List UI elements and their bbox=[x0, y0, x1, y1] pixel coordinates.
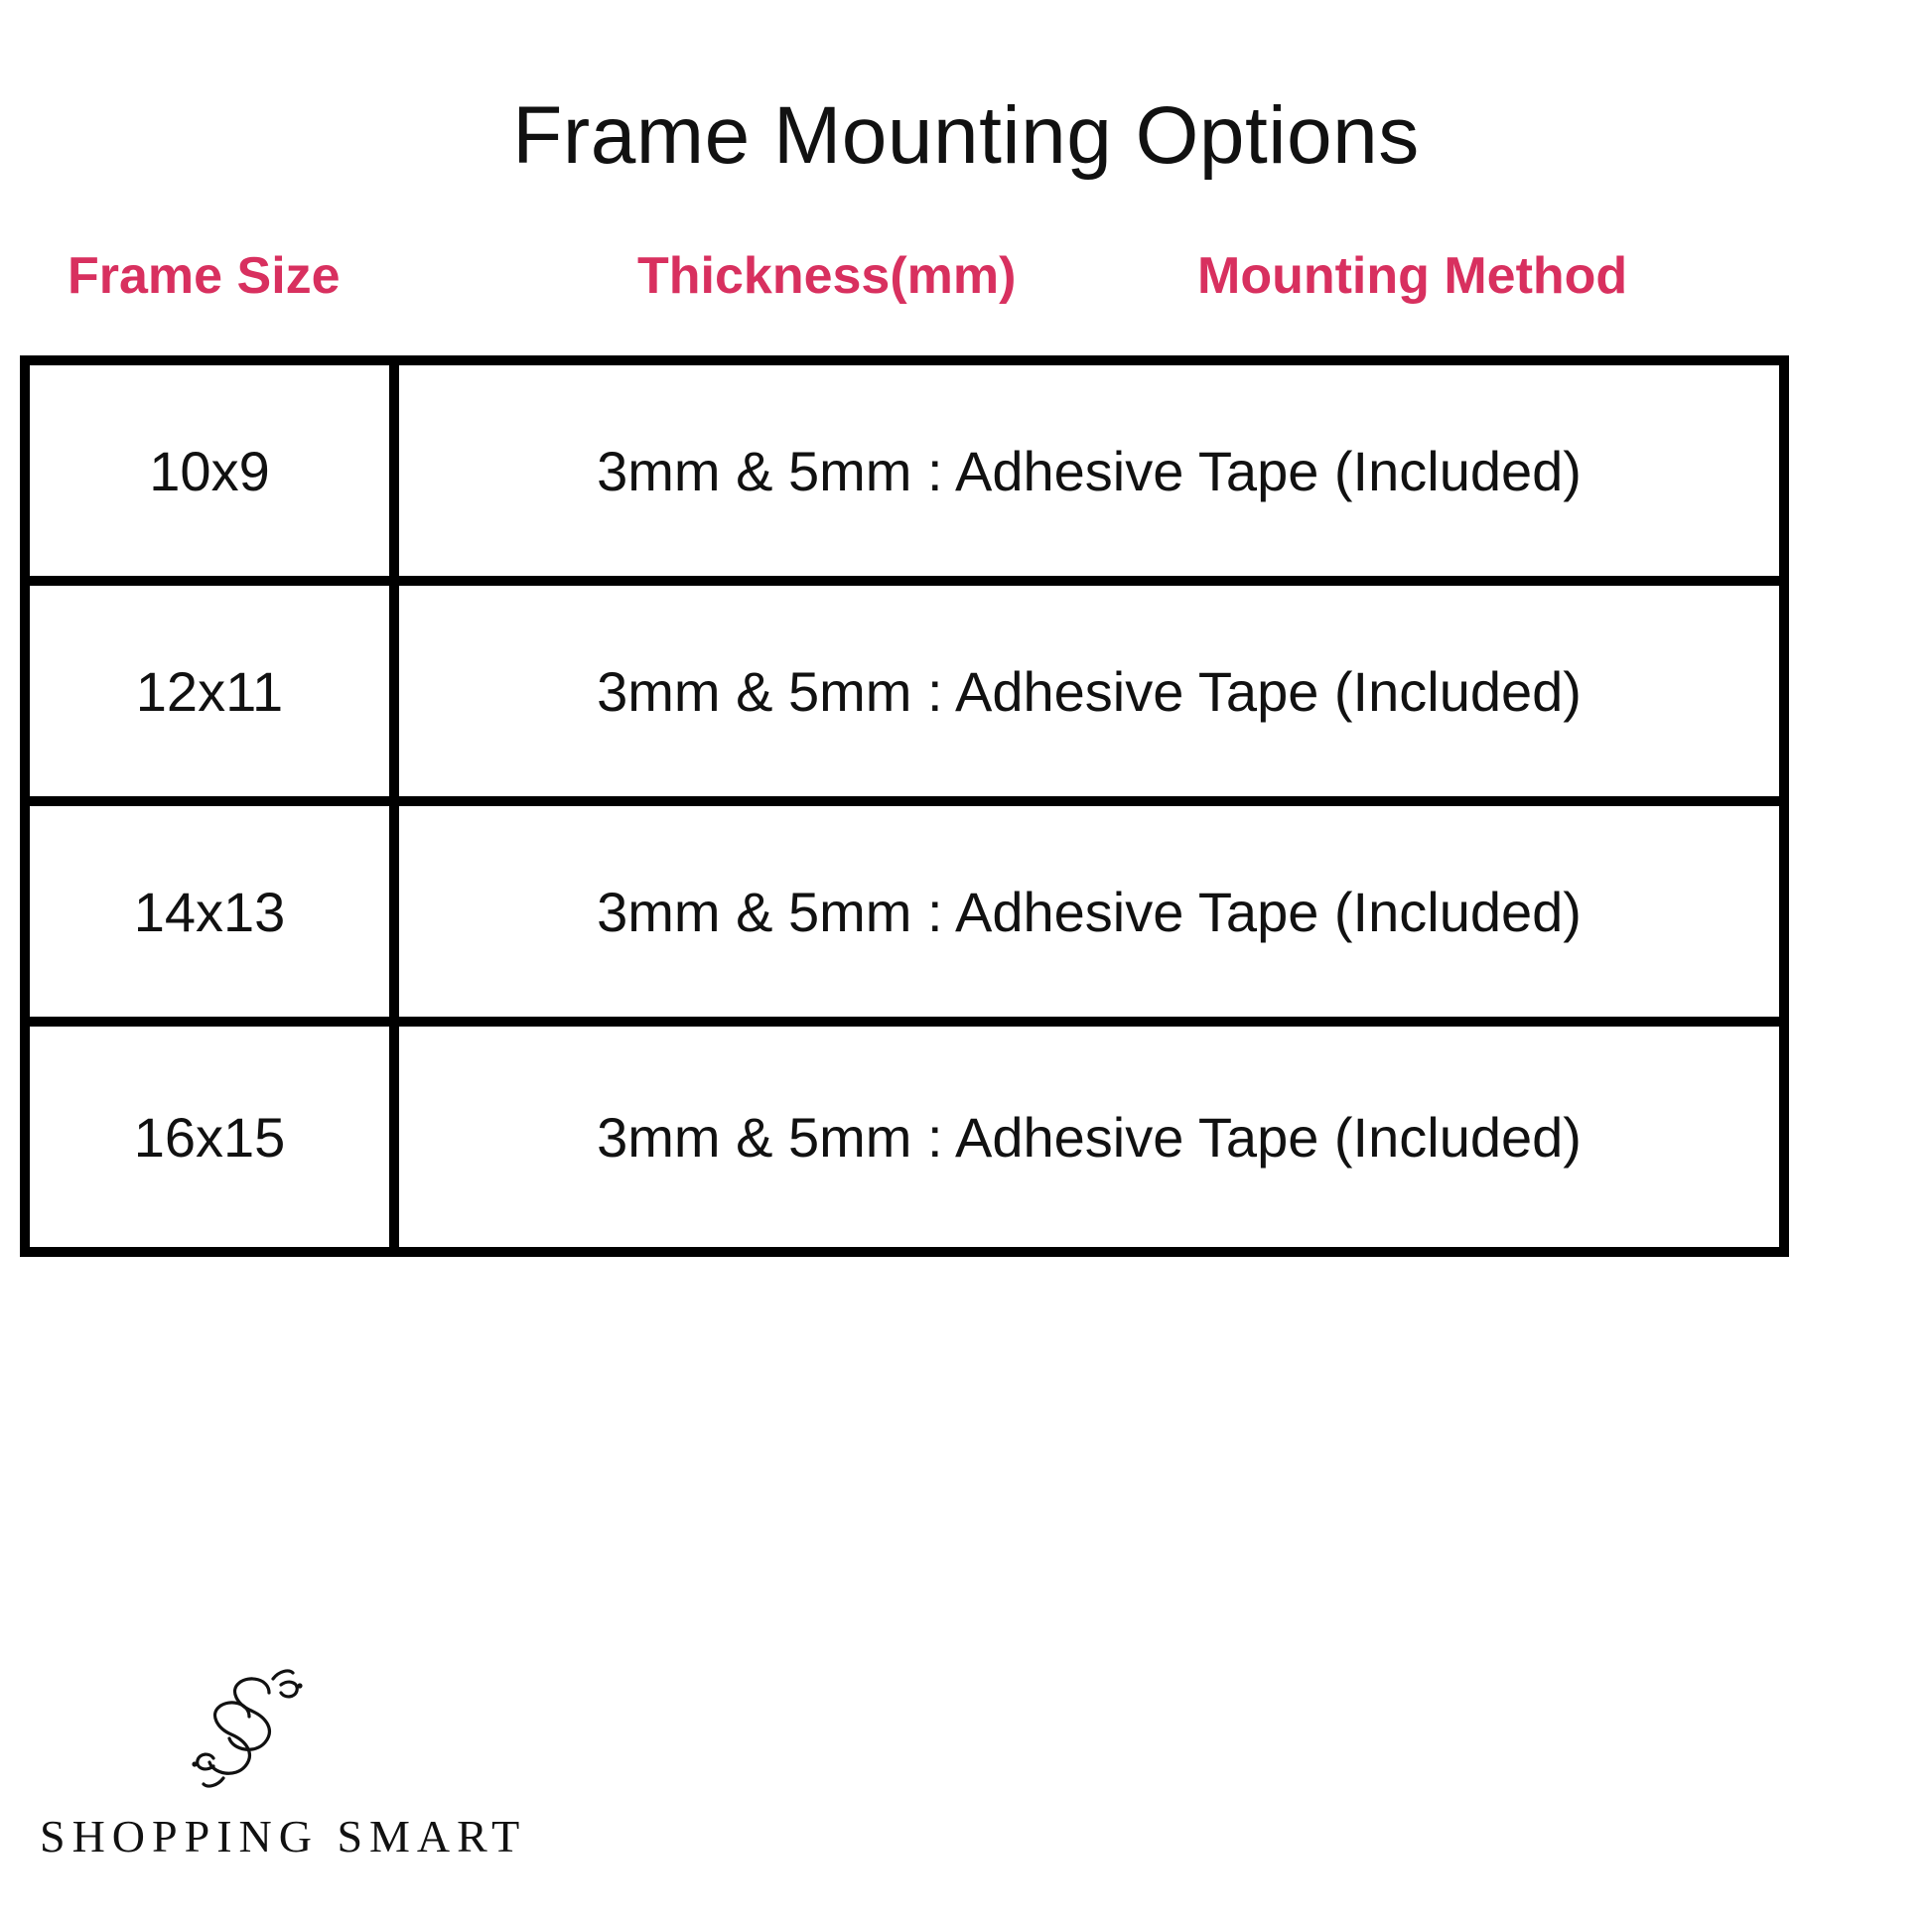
cell-mounting-detail: 3mm & 5mm : Adhesive Tape (Included) bbox=[597, 880, 1582, 943]
table-column-headers bbox=[20, 247, 1708, 320]
column-header-mounting-method: Mounting Method bbox=[1197, 247, 1628, 305]
column-header-frame-size: Frame Size bbox=[68, 247, 341, 305]
cell-frame-size: 12x11 bbox=[30, 586, 399, 796]
cell-frame-size: 10x9 bbox=[30, 365, 399, 576]
column-header-thickness: Thickness(mm) bbox=[637, 247, 1017, 305]
brand-logo bbox=[40, 1655, 556, 1863]
table-row bbox=[30, 806, 1779, 1027]
table-row bbox=[30, 365, 1779, 586]
frame-mounting-table bbox=[20, 355, 1789, 1257]
cell-frame-size: 16x15 bbox=[30, 1027, 399, 1247]
cell-frame-size: 14x13 bbox=[30, 806, 399, 1017]
table-row bbox=[30, 586, 1779, 806]
cell-mounting-detail: 3mm & 5mm : Adhesive Tape (Included) bbox=[597, 1105, 1582, 1169]
ss-monogram-icon bbox=[154, 1655, 352, 1804]
cell-mounting-detail: 3mm & 5mm : Adhesive Tape (Included) bbox=[597, 659, 1582, 723]
page-title: Frame Mounting Options bbox=[512, 90, 1420, 181]
cell-mounting-detail: 3mm & 5mm : Adhesive Tape (Included) bbox=[597, 439, 1582, 502]
brand-name: SHOPPING SMART bbox=[40, 1811, 527, 1862]
table-row bbox=[30, 1027, 1779, 1247]
